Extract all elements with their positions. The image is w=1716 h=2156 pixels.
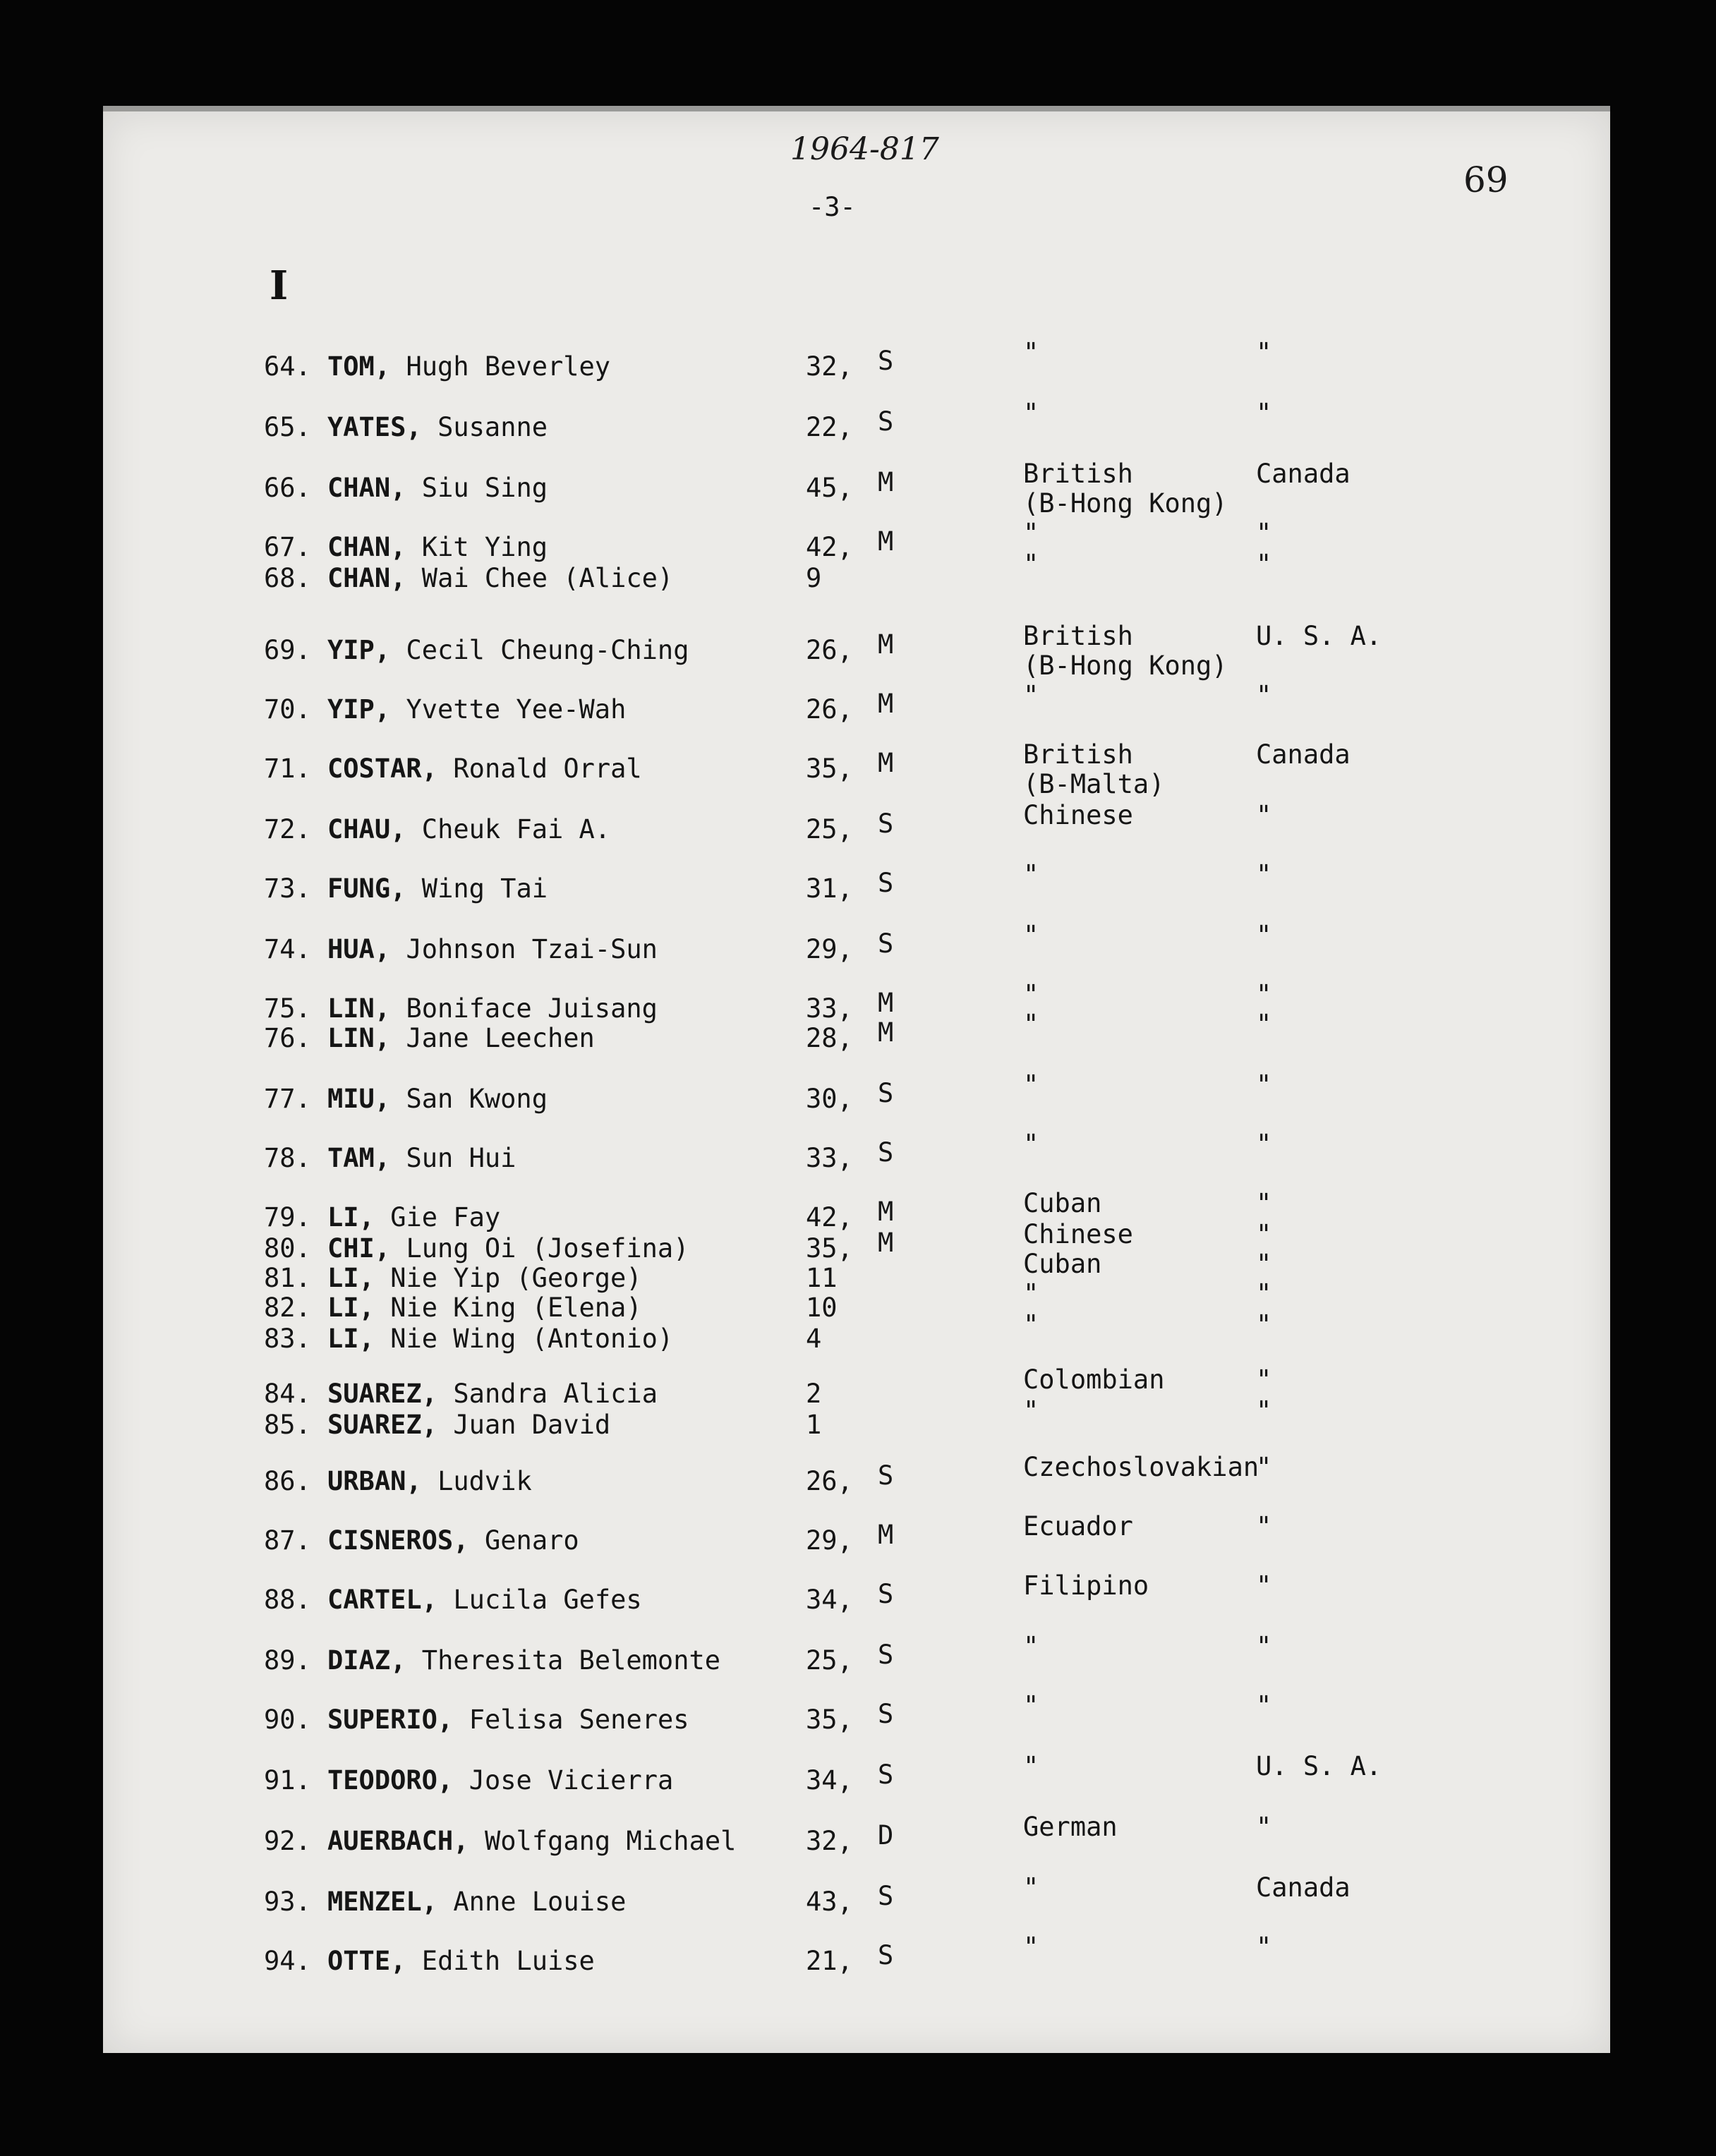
entry-age: 42, xyxy=(806,1202,853,1233)
entry-given-names: Gie Fay xyxy=(390,1202,501,1233)
entry-marital-status: M xyxy=(878,689,894,719)
entry-age: 35, xyxy=(806,1704,853,1735)
entry-given-names: Ronald Orral xyxy=(453,753,642,784)
entry-number: 79. xyxy=(264,1202,311,1233)
entry-surname: YIP, xyxy=(327,635,391,665)
entry-destination: " xyxy=(1256,398,1272,428)
entry-age: 45, xyxy=(806,473,853,503)
entry-surname: CHAN, xyxy=(327,563,406,593)
entry-surname: TAM, xyxy=(327,1143,391,1173)
entry-surname: LIN, xyxy=(327,1023,391,1053)
entry-nationality: (B-Hong Kong) xyxy=(1023,650,1228,681)
entry-given-names: Kit Ying xyxy=(421,532,548,562)
entry-destination: Canada xyxy=(1256,739,1351,770)
entry-surname: OTTE, xyxy=(327,1946,406,1976)
entry-destination: " xyxy=(1256,1570,1272,1601)
entry-marital-status: S xyxy=(878,868,894,898)
entry-destination: " xyxy=(1256,979,1272,1010)
entry-given-names: Yvette Yee-Wah xyxy=(406,694,627,725)
entry-destination: U. S. A. xyxy=(1256,1751,1382,1781)
entry-destination: " xyxy=(1256,1249,1272,1279)
entry-nationality: " xyxy=(1023,920,1039,950)
entry-destination: " xyxy=(1256,1188,1272,1218)
entry-destination: " xyxy=(1256,1309,1272,1340)
entry-given-names: Theresita Belemonte xyxy=(421,1645,721,1676)
entry-surname: CHI, xyxy=(327,1233,391,1264)
entry-marital-status: S xyxy=(878,406,894,437)
entry-age: 26, xyxy=(806,635,853,665)
entry-surname: CHAU, xyxy=(327,814,406,844)
entry-age: 29, xyxy=(806,1525,853,1556)
entry-nationality: (B-Hong Kong) xyxy=(1023,488,1228,519)
entry-age: 2 xyxy=(806,1379,822,1409)
entry-nationality: " xyxy=(1023,1872,1039,1903)
entry-nationality: " xyxy=(1023,1932,1039,1962)
entry-surname: YIP, xyxy=(327,694,391,725)
entry-nationality: " xyxy=(1023,1309,1039,1340)
entry-age: 26, xyxy=(806,694,853,725)
entry-marital-status: S xyxy=(878,1137,894,1168)
entry-age: 32, xyxy=(806,351,853,382)
entry-destination: " xyxy=(1256,337,1272,368)
entry-given-names: Boniface Juisang xyxy=(406,993,658,1024)
entry-marital-status: S xyxy=(878,1078,894,1108)
entry-nationality: Ecuador xyxy=(1023,1511,1133,1542)
entry-age: 34, xyxy=(806,1765,853,1795)
entry-given-names: Nie Wing (Antonio) xyxy=(390,1324,674,1354)
entry-age: 28, xyxy=(806,1023,853,1053)
entry-marital-status: S xyxy=(878,808,894,839)
entry-age: 34, xyxy=(806,1585,853,1615)
entry-nationality: " xyxy=(1023,1631,1039,1661)
entry-given-names: Juan David xyxy=(453,1410,611,1440)
page-marker: -3- xyxy=(809,192,856,222)
entry-surname: LIN, xyxy=(327,993,391,1024)
entry-number: 82. xyxy=(264,1292,311,1323)
entry-nationality: " xyxy=(1023,1009,1039,1039)
entry-nationality: German xyxy=(1023,1812,1118,1842)
entry-surname: SUAREZ, xyxy=(327,1379,437,1409)
entry-surname: SUPERIO, xyxy=(327,1704,454,1735)
entry-given-names: Genaro xyxy=(485,1525,579,1556)
entry-nationality: " xyxy=(1023,1129,1039,1159)
entry-destination: " xyxy=(1256,1812,1272,1842)
entry-age: 1 xyxy=(806,1410,822,1440)
entry-surname: TEODORO, xyxy=(327,1765,454,1795)
entry-marital-status: M xyxy=(878,988,894,1018)
entry-number: 69. xyxy=(264,635,311,665)
entry-given-names: Sandra Alicia xyxy=(453,1379,658,1409)
entry-surname: LI, xyxy=(327,1324,375,1354)
entry-surname: SUAREZ, xyxy=(327,1410,437,1440)
entry-destination: " xyxy=(1256,1511,1272,1542)
entry-given-names: Wolfgang Michael xyxy=(485,1826,737,1856)
entry-age: 35, xyxy=(806,753,853,784)
entry-age: 35, xyxy=(806,1233,853,1264)
entry-given-names: Wing Tai xyxy=(421,873,548,904)
entry-surname: LI, xyxy=(327,1202,375,1233)
entry-nationality: Colombian xyxy=(1023,1364,1165,1395)
entry-surname: FUNG, xyxy=(327,873,406,904)
entry-destination: " xyxy=(1256,549,1272,579)
entry-number: 67. xyxy=(264,532,311,562)
entry-age: 4 xyxy=(806,1324,822,1354)
entry-number: 89. xyxy=(264,1645,311,1676)
entry-age: 29, xyxy=(806,934,853,964)
entry-given-names: Cheuk Fai A. xyxy=(421,814,611,844)
entry-nationality: British xyxy=(1023,739,1133,770)
entry-marital-status: M xyxy=(878,1520,894,1550)
entry-given-names: Hugh Beverley xyxy=(406,351,611,382)
entry-destination: " xyxy=(1256,1070,1272,1100)
entry-destination: " xyxy=(1256,1690,1272,1721)
entry-given-names: Edith Luise xyxy=(421,1946,595,1976)
entry-nationality: Czechoslovakian xyxy=(1023,1452,1259,1482)
entry-destination: Canada xyxy=(1256,459,1351,489)
entry-destination: Canada xyxy=(1256,1872,1351,1903)
entry-age: 43, xyxy=(806,1886,853,1917)
entry-marital-status: S xyxy=(878,1940,894,1970)
entry-marital-status: M xyxy=(878,748,894,778)
entry-marital-status: M xyxy=(878,1017,894,1048)
entry-given-names: Sun Hui xyxy=(406,1143,516,1173)
entry-marital-status: S xyxy=(878,1460,894,1491)
entry-number: 85. xyxy=(264,1410,311,1440)
entry-nationality: Cuban xyxy=(1023,1188,1102,1218)
entry-given-names: San Kwong xyxy=(406,1084,548,1114)
entry-age: 25, xyxy=(806,1645,853,1676)
entry-number: 78. xyxy=(264,1143,311,1173)
entry-number: 88. xyxy=(264,1585,311,1615)
page-number: 69 xyxy=(1463,159,1509,200)
entry-destination: " xyxy=(1256,1129,1272,1159)
entry-given-names: Siu Sing xyxy=(421,473,548,503)
entry-marital-status: S xyxy=(878,1579,894,1609)
entry-number: 74. xyxy=(264,934,311,964)
entry-age: 30, xyxy=(806,1084,853,1114)
entry-nationality: Chinese xyxy=(1023,1219,1133,1249)
entry-nationality: " xyxy=(1023,1070,1039,1100)
entry-age: 33, xyxy=(806,993,853,1024)
entry-age: 10 xyxy=(806,1292,838,1323)
entry-number: 76. xyxy=(264,1023,311,1053)
entry-destination: " xyxy=(1256,1364,1272,1395)
entry-surname: COSTAR, xyxy=(327,753,437,784)
entry-age: 25, xyxy=(806,814,853,844)
entry-nationality: Filipino xyxy=(1023,1570,1149,1601)
entry-number: 73. xyxy=(264,873,311,904)
entry-surname: LI, xyxy=(327,1263,375,1293)
entry-number: 83. xyxy=(264,1324,311,1354)
entry-given-names: Lung Oi (Josefina) xyxy=(406,1233,689,1264)
entry-surname: CHAN, xyxy=(327,473,406,503)
entry-number: 87. xyxy=(264,1525,311,1556)
entry-nationality: " xyxy=(1023,1278,1039,1309)
entry-given-names: Johnson Tzai-Sun xyxy=(406,934,658,964)
entry-marital-status: M xyxy=(878,1197,894,1227)
entry-number: 66. xyxy=(264,473,311,503)
entry-marital-status: M xyxy=(878,629,894,660)
entry-given-names: Nie King (Elena) xyxy=(390,1292,642,1323)
entry-number: 93. xyxy=(264,1886,311,1917)
entry-number: 94. xyxy=(264,1946,311,1976)
entry-given-names: Susanne xyxy=(437,412,548,442)
entry-destination: " xyxy=(1256,1395,1272,1426)
entry-destination: " xyxy=(1256,1631,1272,1661)
entry-destination: " xyxy=(1256,920,1272,950)
entry-age: 26, xyxy=(806,1466,853,1496)
entry-surname: AUERBACH, xyxy=(327,1826,469,1856)
entry-surname: TOM, xyxy=(327,351,391,382)
entry-marital-status: S xyxy=(878,1699,894,1729)
entry-given-names: Nie Yip (George) xyxy=(390,1263,642,1293)
entry-marital-status: S xyxy=(878,346,894,376)
entry-destination: " xyxy=(1256,680,1272,710)
entry-surname: YATES, xyxy=(327,412,422,442)
entry-surname: MENZEL, xyxy=(327,1886,437,1917)
entry-surname: DIAZ, xyxy=(327,1645,406,1676)
entry-number: 91. xyxy=(264,1765,311,1795)
entry-destination: " xyxy=(1256,1932,1272,1962)
entry-given-names: Wai Chee (Alice) xyxy=(421,563,674,593)
entry-age: 32, xyxy=(806,1826,853,1856)
entry-nationality: " xyxy=(1023,1690,1039,1721)
entry-nationality: Chinese xyxy=(1023,800,1133,830)
entry-destination: " xyxy=(1256,859,1272,890)
entry-age: 9 xyxy=(806,563,822,593)
document-page xyxy=(103,111,1610,2053)
entry-marital-status: S xyxy=(878,928,894,959)
entry-nationality: " xyxy=(1023,1395,1039,1426)
margin-mark: I xyxy=(270,262,289,309)
entry-surname: CHAN, xyxy=(327,532,406,562)
entry-nationality: (B-Malta) xyxy=(1023,769,1165,799)
entry-given-names: Lucila Gefes xyxy=(453,1585,642,1615)
entry-age: 21, xyxy=(806,1946,853,1976)
entry-surname: MIU, xyxy=(327,1084,391,1114)
handwritten-file-ref: 1964-817 xyxy=(790,131,939,167)
entry-age: 31, xyxy=(806,873,853,904)
entry-surname: CISNEROS, xyxy=(327,1525,469,1556)
entry-given-names: Cecil Cheung-Ching xyxy=(406,635,689,665)
entry-given-names: Jane Leechen xyxy=(406,1023,595,1053)
entry-destination: " xyxy=(1256,1219,1272,1249)
entry-surname: CARTEL, xyxy=(327,1585,437,1615)
entry-marital-status: D xyxy=(878,1820,894,1851)
entry-destination: U. S. A. xyxy=(1256,621,1382,651)
entry-nationality: British xyxy=(1023,459,1133,489)
entry-nationality: Cuban xyxy=(1023,1249,1102,1279)
entry-number: 65. xyxy=(264,412,311,442)
entry-destination: " xyxy=(1256,1452,1272,1482)
entry-destination: " xyxy=(1256,800,1272,830)
entry-number: 71. xyxy=(264,753,311,784)
entry-nationality: " xyxy=(1023,337,1039,368)
entry-nationality: British xyxy=(1023,621,1133,651)
entry-number: 77. xyxy=(264,1084,311,1114)
entry-nationality: " xyxy=(1023,518,1039,548)
entry-nationality: " xyxy=(1023,680,1039,710)
entry-marital-status: M xyxy=(878,526,894,557)
entry-number: 90. xyxy=(264,1704,311,1735)
entry-marital-status: S xyxy=(878,1760,894,1790)
entry-surname: HUA, xyxy=(327,934,391,964)
entry-number: 92. xyxy=(264,1826,311,1856)
entry-age: 42, xyxy=(806,532,853,562)
entry-number: 86. xyxy=(264,1466,311,1496)
entry-destination: " xyxy=(1256,1278,1272,1309)
entry-number: 75. xyxy=(264,993,311,1024)
entry-surname: LI, xyxy=(327,1292,375,1323)
entry-given-names: Anne Louise xyxy=(453,1886,627,1917)
entry-age: 22, xyxy=(806,412,853,442)
entry-number: 72. xyxy=(264,814,311,844)
entry-given-names: Felisa Seneres xyxy=(469,1704,689,1735)
entry-age: 11 xyxy=(806,1263,838,1293)
entry-nationality: " xyxy=(1023,549,1039,579)
entry-age: 33, xyxy=(806,1143,853,1173)
entry-nationality: " xyxy=(1023,1751,1039,1781)
entry-destination: " xyxy=(1256,518,1272,548)
entry-marital-status: S xyxy=(878,1640,894,1670)
entry-number: 84. xyxy=(264,1379,311,1409)
entry-number: 70. xyxy=(264,694,311,725)
entry-nationality: " xyxy=(1023,859,1039,890)
entry-marital-status: M xyxy=(878,467,894,497)
entry-number: 81. xyxy=(264,1263,311,1293)
entry-destination: " xyxy=(1256,1009,1272,1039)
entry-given-names: Jose Vicierra xyxy=(469,1765,674,1795)
entry-number: 64. xyxy=(264,351,311,382)
entry-marital-status: M xyxy=(878,1228,894,1258)
entry-marital-status: S xyxy=(878,1881,894,1911)
entry-surname: URBAN, xyxy=(327,1466,422,1496)
entry-nationality: " xyxy=(1023,979,1039,1010)
entry-number: 80. xyxy=(264,1233,311,1264)
entry-given-names: Ludvik xyxy=(437,1466,532,1496)
entry-nationality: " xyxy=(1023,398,1039,428)
entry-number: 68. xyxy=(264,563,311,593)
